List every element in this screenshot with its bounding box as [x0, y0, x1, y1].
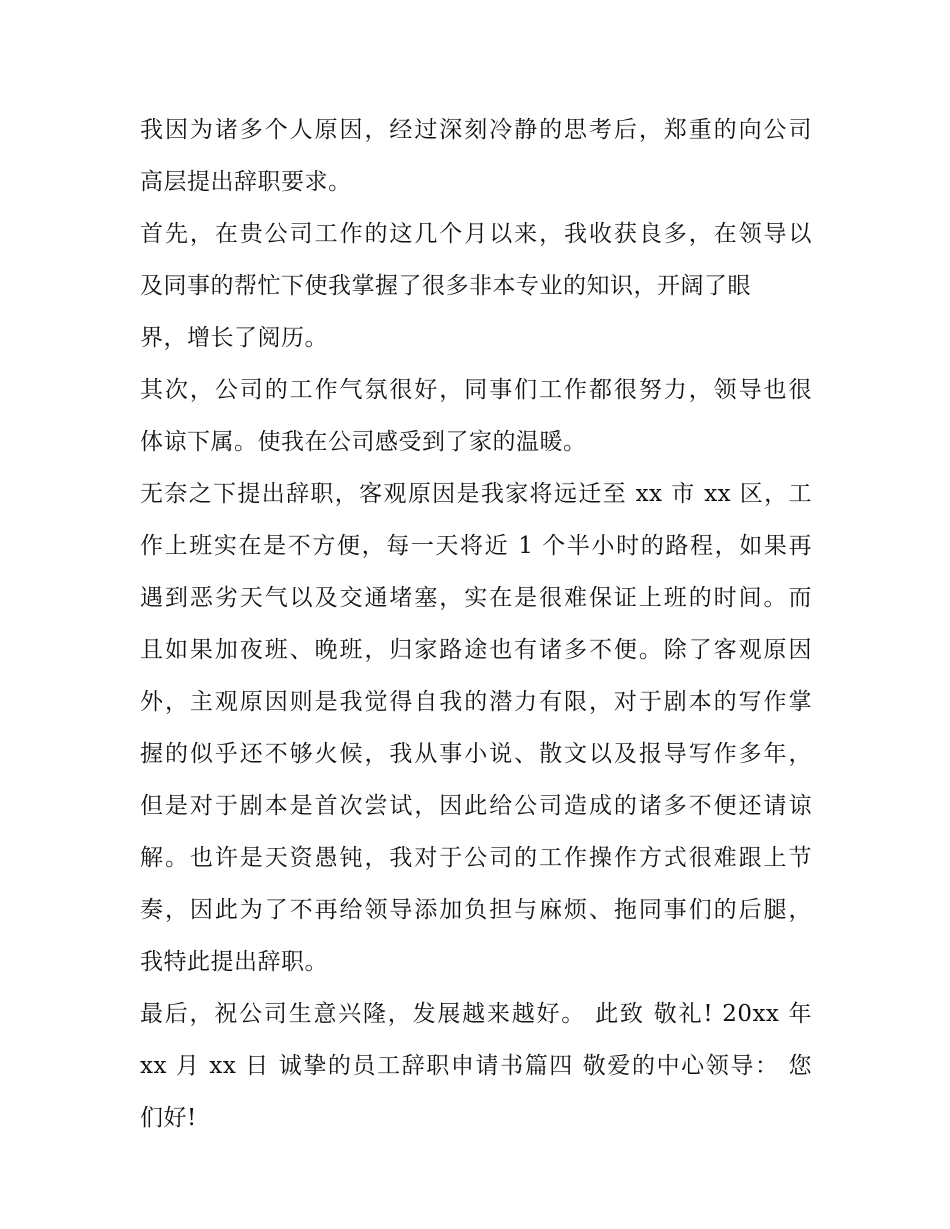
text-line: 外，主观原因则是我觉得自我的潜力有限，对于剧本的写作掌 — [140, 689, 812, 715]
text-line: 作上班实在是不方便，每一天将近 1 个半小时的路程，如果再 — [140, 533, 812, 559]
text-line: 最后，祝公司生意兴隆，发展越来越好。 此致 敬礼! 20xx 年 — [140, 1001, 812, 1027]
text-line: 我因为诸多个人原因，经过深刻冷静的思考后，郑重的向公司 — [140, 117, 812, 143]
text-line: 但是对于剧本是首次尝试，因此给公司造成的诸多不便还请谅 — [140, 793, 812, 819]
text-line: 体谅下属。使我在公司感受到了家的温暖。 — [140, 429, 587, 455]
text-line: 无奈之下提出辞职，客观原因是我家将远迁至 xx 市 xx 区，工 — [140, 481, 812, 507]
text-line: 界，增长了阅历。 — [140, 325, 328, 351]
text-line: 且如果加夜班、晚班，归家路途也有诸多不便。除了客观原因 — [140, 637, 812, 663]
text-line: 握的似乎还不够火候，我从事小说、散文以及报导写作多年， — [140, 741, 812, 767]
text-line: 奏，因此为了不再给领导添加负担与麻烦、拖同事们的后腿， — [140, 897, 812, 923]
text-line: 及同事的帮忙下使我掌握了很多非本专业的知识，开阔了眼 — [140, 273, 751, 299]
text-line: 解。也许是天资愚钝，我对于公司的工作操作方式很难跟上节 — [140, 845, 812, 871]
text-line: 首先，在贵公司工作的这几个月以来，我收获良多，在领导以 — [140, 221, 812, 247]
text-line: 高层提出辞职要求。 — [140, 169, 352, 195]
text-line: xx 月 xx 日 诚挚的员工辞职申请书篇四 敬爱的中心领导： 您 — [140, 1053, 812, 1079]
text-line: 遇到恶劣天气以及交通堵塞，实在是很难保证上班的时间。而 — [140, 585, 812, 611]
document-body — [140, 104, 812, 1144]
text-line: 其次，公司的工作气氛很好，同事们工作都很努力，领导也很 — [140, 377, 812, 403]
text-line: 我特此提出辞职。 — [140, 949, 328, 975]
text-line: 们好! — [140, 1105, 197, 1131]
